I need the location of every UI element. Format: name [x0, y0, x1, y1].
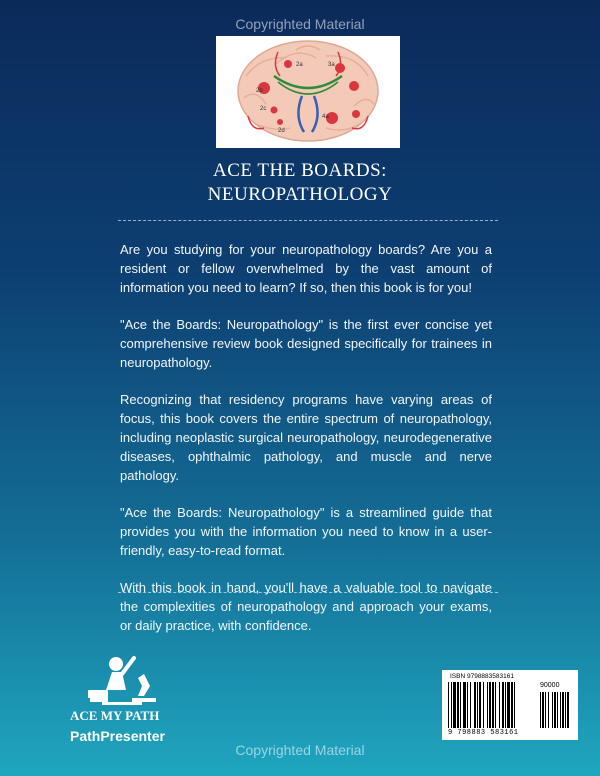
brain-label-2d: 2d	[278, 128, 285, 134]
book-title-line2: NEUROPATHOLOGY	[207, 184, 393, 205]
isbn-barcode	[442, 670, 578, 740]
description-paragraph: "Ace the Boards: Neuropathology" is the first ever concise yet comprehensive review book designed specifically for trainees in neuropathology.	[120, 317, 492, 370]
brain-label-3a: 3a	[328, 62, 335, 68]
publisher-logo	[70, 652, 170, 742]
publisher-name-acemypath: ACE MY PATH	[70, 708, 160, 723]
description-paragraph: Recognizing that residency programs have varying areas of focus, this book covers the entire spectrum of neuropathology, including neoplastic surgical neuropathology, neurodegenerative diseases, ophthalmic pathology, and muscle and nerve pathology.	[120, 392, 492, 483]
publisher-name-pathpresenter: PathPresenter	[70, 728, 165, 744]
brain-label-4a: 4a	[322, 114, 329, 120]
description-paragraph: With this book in hand, you'll have a valuable tool to navigate the complexities of neuropathology and approach your exams, or daily practice, with confidence.	[120, 580, 492, 633]
brain-label-2b: 2b	[256, 88, 263, 94]
book-title-line1: ACE THE BOARDS:	[213, 160, 387, 181]
divider-top	[118, 220, 498, 221]
description-paragraph: Are you studying for your neuropathology boards? Are you a resident or fellow overwhelmed by the vast amount of information you need to learn? If so, then this book is for you!	[120, 242, 492, 295]
price-code: 90000	[540, 682, 560, 689]
watermark-top: Copyrighted Material	[235, 16, 365, 32]
isbn-label: ISBN 9798883583161	[450, 673, 514, 680]
brain-label-2c: 2c	[260, 106, 267, 112]
watermark-bottom: Copyrighted Material	[235, 742, 365, 758]
student-microscope-icon	[82, 652, 162, 710]
brain-label-2a: 2a	[296, 62, 303, 68]
brain-illustration	[216, 36, 400, 148]
barcode-digits: 9 798883 583161	[448, 729, 519, 737]
description-paragraph: "Ace the Boards: Neuropathology" is a streamlined guide that provides you with the information you need to know in a user-friendly, easy-to-read format.	[120, 505, 492, 558]
divider-bottom	[118, 592, 498, 593]
